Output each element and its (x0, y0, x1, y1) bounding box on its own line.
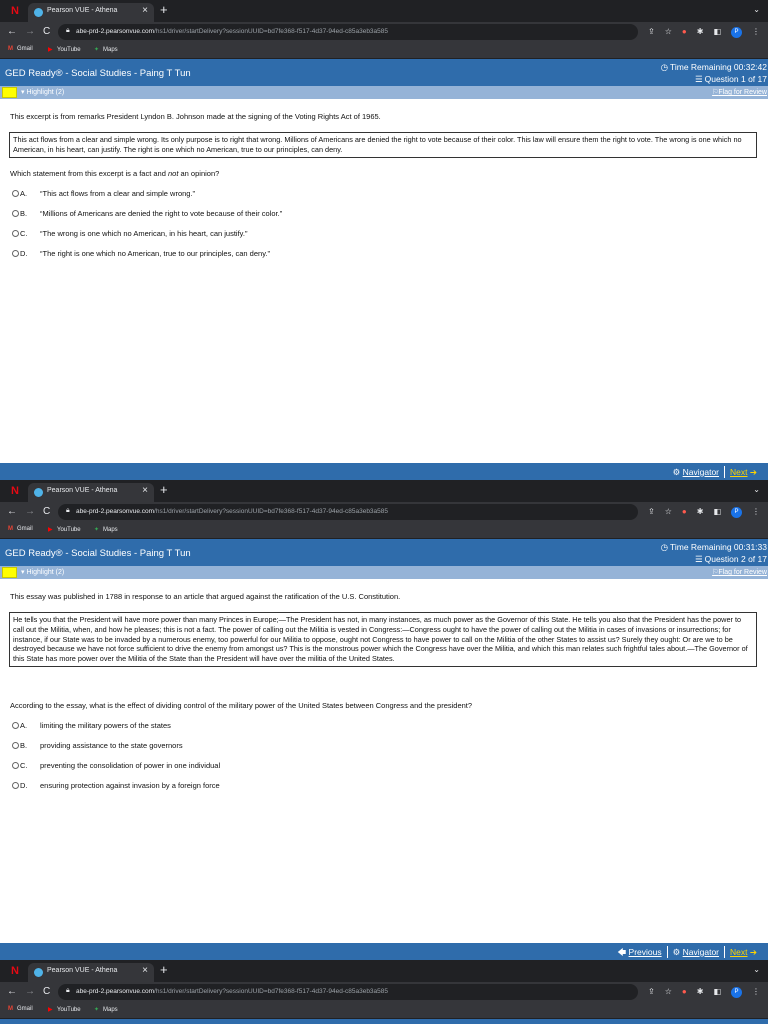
tab-title: Pearson VUE - Athena (47, 967, 118, 974)
answer-choice-a[interactable]: A. “This act flows from a clear and simple wrong.” (12, 189, 195, 199)
profile-avatar[interactable]: P (731, 987, 742, 998)
navigator-button[interactable]: ⚙ Navigator (672, 466, 720, 477)
question-stem: Which statement from this excerpt is a fact and not an opinion? (10, 169, 220, 178)
radio-button[interactable] (12, 230, 19, 237)
forward-icon[interactable]: → (25, 26, 35, 37)
browser-tab-bar (0, 0, 768, 22)
tab-title: Pearson VUE - Athena (47, 7, 118, 14)
kebab-menu-icon[interactable]: ⋮ (752, 987, 760, 996)
radio-button[interactable] (12, 250, 19, 257)
lock-icon: 🔒︎ (66, 27, 70, 34)
back-icon[interactable]: ← (7, 26, 17, 37)
bookmarks-bar (0, 42, 768, 59)
question-counter: ☰ Question 2 of 17 (694, 554, 767, 564)
gear-icon: ⚙ (672, 946, 681, 957)
share-icon[interactable]: ⇪ (648, 27, 655, 36)
bookmark-maps[interactable]: ✦ Maps (94, 1007, 118, 1013)
exam-footer (0, 463, 768, 480)
highlight-color-swatch[interactable] (2, 567, 17, 578)
address-bar[interactable] (58, 504, 638, 520)
forward-icon[interactable]: → (25, 986, 35, 997)
radio-button[interactable] (12, 742, 19, 749)
url-text: abe-prd-2.pearsonvue.com/hs1/driver/startDelivery?sessionUUID=bd7fe368-f517-4d37-94ed-c85a3eb3a585 (76, 508, 389, 515)
question-list-icon: ☰ (694, 74, 703, 84)
answer-choice-c[interactable]: C. “The wrong is one which no American, in his heart, can justify.” (12, 229, 247, 239)
youtube-icon: ▶ (48, 527, 53, 533)
bookmark-gmail[interactable]: M Gmail (8, 46, 33, 52)
exam-header (0, 539, 768, 566)
pearson-favicon-icon (34, 488, 43, 497)
bookmark-star-icon[interactable]: ☆ (664, 27, 672, 36)
youtube-icon: ▶ (48, 47, 53, 53)
forward-icon[interactable]: → (25, 506, 35, 517)
new-tab-button[interactable]: + (160, 2, 168, 17)
back-icon[interactable]: ← (7, 986, 17, 997)
radio-button[interactable] (12, 722, 19, 729)
exam-header (0, 1019, 768, 1024)
question-counter: ☰ Question 1 of 17 (694, 74, 767, 84)
maps-icon: ✦ (94, 1007, 100, 1013)
gmail-icon: M (8, 526, 13, 532)
netflix-icon[interactable]: N (11, 5, 19, 17)
answer-choice-b[interactable]: B. providing assistance to the state governors (12, 741, 183, 751)
tab-close-icon[interactable]: × (142, 965, 148, 976)
bookmark-star-icon[interactable]: ☆ (664, 987, 672, 996)
passage-intro: This excerpt is from remarks President Lyndon B. Johnson made at the signing of the Voting Rights Act of 1965. (10, 112, 381, 121)
browser-toolbar (0, 502, 768, 522)
time-remaining: ◷ Time Remaining 00:31:33 (660, 542, 767, 552)
extensions-puzzle-icon[interactable]: ✱ (696, 27, 704, 36)
bookmark-youtube[interactable]: ▶ YouTube (48, 527, 81, 533)
profile-avatar[interactable]: P (731, 27, 742, 38)
browser-tab[interactable] (28, 3, 154, 22)
highlight-dropdown[interactable]: ▾ Highlight (2) (21, 569, 65, 576)
browser-tab[interactable] (28, 483, 154, 502)
extension-icons (648, 505, 760, 519)
highlight-color-swatch[interactable] (2, 87, 17, 98)
reload-icon[interactable]: C (43, 506, 51, 517)
reload-icon[interactable]: C (43, 26, 51, 37)
radio-button[interactable] (12, 190, 19, 197)
answer-choice-d[interactable]: D. “The right is one which no American, true to our principles, can deny.” (12, 249, 270, 259)
bookmark-maps[interactable]: ✦ Maps (94, 47, 118, 53)
pearson-favicon-icon (34, 8, 43, 17)
url-text: abe-prd-2.pearsonvue.com/hs1/driver/startDelivery?sessionUUID=bd7fe368-f517-4d37-94ed-c85a3eb3a585 (76, 28, 389, 35)
new-tab-button[interactable]: + (160, 482, 168, 497)
browser-tab[interactable] (28, 963, 154, 982)
address-bar[interactable] (58, 984, 638, 1000)
extension-shield-icon[interactable]: ● (681, 27, 687, 36)
side-panel-icon[interactable]: ◧ (713, 27, 721, 36)
bookmark-star-icon[interactable]: ☆ (664, 507, 672, 516)
answer-choice-b[interactable]: B. “Millions of Americans are denied the right to vote because of their color.” (12, 209, 282, 219)
time-remaining: ◷ Time Remaining 00:32:42 (660, 62, 767, 72)
share-icon[interactable]: ⇪ (648, 987, 655, 996)
flag-for-review-button[interactable]: ⚐Flag for Review (712, 569, 767, 576)
gmail-icon: M (8, 1006, 13, 1012)
answer-choice-d[interactable]: D. ensuring protection against invasion by a foreign force (12, 781, 220, 791)
bookmark-gmail[interactable]: M Gmail (8, 526, 33, 532)
exam-title: GED Ready® - Social Studies - Paing T Tun (5, 68, 191, 79)
lock-icon: 🔒︎ (66, 987, 70, 994)
tab-search-icon[interactable]: ⌄ (753, 965, 760, 974)
netflix-icon[interactable]: N (11, 965, 19, 977)
back-icon[interactable]: ← (7, 506, 17, 517)
extension-shield-icon[interactable]: ● (681, 507, 687, 516)
new-tab-button[interactable]: + (160, 962, 168, 977)
passage-intro: This essay was published in 1788 in response to an article that argued against the ratification of the U.S. Constitution. (10, 592, 401, 601)
arrow-right-icon: ➔ (749, 466, 757, 477)
radio-button[interactable] (12, 210, 19, 217)
tab-close-icon[interactable]: × (142, 5, 148, 16)
bookmarks-bar (0, 522, 768, 539)
tab-close-icon[interactable]: × (142, 485, 148, 496)
flag-icon: ⚐ (712, 89, 719, 96)
radio-button[interactable] (12, 782, 19, 789)
screenshot-question-2 (0, 480, 768, 960)
tool-bar (0, 86, 768, 99)
tab-search-icon[interactable]: ⌄ (753, 485, 760, 494)
side-panel-icon[interactable]: ◧ (713, 507, 721, 516)
clock-icon: ◷ (660, 62, 668, 72)
browser-tab-bar (0, 480, 768, 502)
radio-button[interactable] (12, 762, 19, 769)
exam-title: GED Ready® - Social Studies - Paing T Tun (5, 548, 191, 559)
screenshot-question-3-partial (0, 960, 768, 1024)
browser-toolbar (0, 982, 768, 1002)
extension-icons (648, 985, 760, 999)
passage-box: This act flows from a clear and simple wrong. Its only purpose is to right that wrong. Millions of Americans are denied the right to vote because of their color. This law will ensure them the right to vote. The wrong is one which no American, in his heart, can justify. The right is one which no American, true to our principles, can deny. (9, 132, 757, 158)
extension-shield-icon[interactable]: ● (681, 987, 687, 996)
bookmark-gmail[interactable]: M Gmail (8, 1006, 33, 1012)
next-button[interactable]: Next ➔ (724, 466, 762, 478)
question-list-icon: ☰ (694, 554, 703, 564)
maps-icon: ✦ (94, 47, 100, 53)
netflix-icon[interactable]: N (11, 485, 19, 497)
address-bar[interactable] (58, 24, 638, 40)
lock-icon: 🔒︎ (66, 507, 70, 514)
youtube-icon: ▶ (48, 1007, 53, 1013)
clock-icon: ◷ (660, 542, 668, 552)
pearson-favicon-icon (34, 968, 43, 977)
extensions-puzzle-icon[interactable]: ✱ (696, 507, 704, 516)
extension-icons (648, 25, 760, 39)
passage-box: He tells you that the President will have more power than many Princes in Europe;—The President has not, in many instances, as much power as the Governor of this State. He tells you also that the President has the power to call out the Militia, when, and how he pleases; this is not a fact. The power of calling out the Militia is vested in Congress:—Congress ought to have the power of calling out the Militia in cases of invasions or insurrections; for instance, if our State was to be invaded by a numerous enemy, too powerful for our Militia to oppose, ought not Congress to have power to call on the Militia of the other States to assist us? Surely they ought: Or are we to be destroyed because we have not force sufficient to drive the enemy from amongst us? This is the monstrous power which the Congress have over the Militia, and which this man relates such frightful tales about.—The Governor of this State has more power over the Militia of the State than the President will have over the militia of the United States. (9, 612, 757, 667)
flag-icon: ⚐ (712, 569, 719, 576)
tab-search-icon[interactable]: ⌄ (753, 5, 760, 14)
exam-footer (0, 943, 768, 960)
kebab-menu-icon[interactable]: ⋮ (752, 507, 760, 516)
previous-button[interactable]: 🡄 Previous (617, 946, 662, 957)
next-button[interactable]: Next ➔ (724, 946, 762, 958)
arrow-left-icon: 🡄 (617, 946, 627, 957)
browser-tab-bar (0, 960, 768, 982)
extensions-puzzle-icon[interactable]: ✱ (696, 987, 704, 996)
bookmarks-bar (0, 1002, 768, 1019)
browser-toolbar (0, 22, 768, 42)
flag-for-review-button[interactable]: ⚐Flag for Review (712, 89, 767, 96)
highlight-dropdown[interactable]: ▾ Highlight (2) (21, 89, 65, 96)
bookmark-maps[interactable]: ✦ Maps (94, 527, 118, 533)
tool-bar (0, 566, 768, 579)
bookmark-youtube[interactable]: ▶ YouTube (48, 1007, 81, 1013)
question-stem: According to the essay, what is the effect of dividing control of the military power of the United States between Congress and the president? (10, 701, 473, 710)
maps-icon: ✦ (94, 527, 100, 533)
tab-title: Pearson VUE - Athena (47, 487, 118, 494)
profile-avatar[interactable]: P (731, 507, 742, 518)
share-icon[interactable]: ⇪ (648, 507, 655, 516)
arrow-right-icon: ➔ (749, 946, 757, 957)
screenshot-question-1 (0, 0, 768, 480)
bookmark-youtube[interactable]: ▶ YouTube (48, 47, 81, 53)
answer-choice-a[interactable]: A. limiting the military powers of the states (12, 721, 171, 731)
url-text: abe-prd-2.pearsonvue.com/hs1/driver/startDelivery?sessionUUID=bd7fe368-f517-4d37-94ed-c85a3eb3a585 (76, 988, 389, 995)
answer-choice-c[interactable]: C. preventing the consolidation of power in one individual (12, 761, 220, 771)
gmail-icon: M (8, 46, 13, 52)
reload-icon[interactable]: C (43, 986, 51, 997)
navigator-button[interactable]: ⚙ Navigator (667, 946, 724, 958)
gear-icon: ⚙ (672, 466, 681, 477)
side-panel-icon[interactable]: ◧ (713, 987, 721, 996)
exam-header (0, 59, 768, 86)
kebab-menu-icon[interactable]: ⋮ (752, 27, 760, 36)
